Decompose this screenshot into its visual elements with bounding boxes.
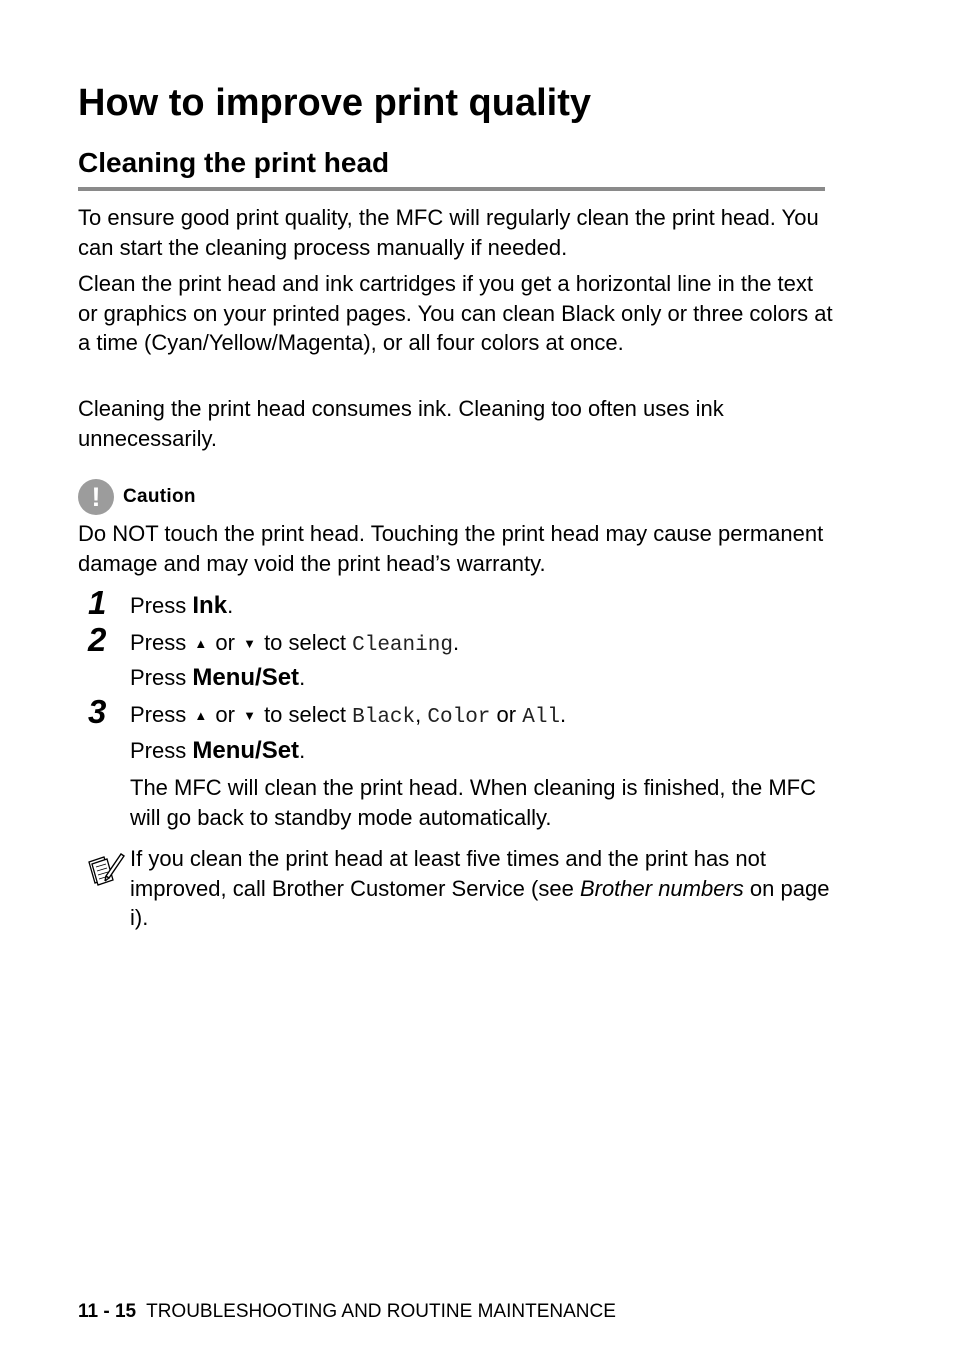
section-rule [78, 187, 825, 191]
step-text: or [496, 702, 517, 727]
punctuation: , [415, 702, 422, 727]
step-3-confirm [130, 736, 305, 765]
note-pencil-icon [84, 850, 126, 892]
punctuation: . [299, 738, 306, 763]
step-number: 2 [88, 621, 107, 658]
up-arrow-icon: ▲ [194, 636, 208, 651]
punctuation: . [452, 630, 460, 655]
caution-icon: ! [78, 479, 114, 515]
step-text: to select [264, 702, 346, 727]
step-text: Press [130, 593, 187, 618]
step-text: or [215, 702, 235, 727]
step-2-confirm [130, 663, 305, 692]
punctuation: . [227, 593, 234, 618]
page-number: 11 - 15 [78, 1301, 137, 1322]
step-1-instruction [130, 591, 233, 620]
ink-usage-paragraph: Cleaning the print head consumes ink. Cleaning too often uses ink unnecessarily. [78, 396, 724, 451]
note-reference: Brother numbers [579, 875, 744, 901]
down-arrow-icon: ▼ [243, 708, 256, 723]
note-pencil-svg [84, 850, 126, 892]
step-text: Press [130, 702, 187, 727]
menu-option: All [522, 706, 561, 729]
key-name: Menu/Set [192, 664, 300, 691]
section-heading: Cleaning the print head [78, 147, 390, 178]
down-arrow-icon: ▼ [243, 636, 256, 651]
menu-option: Black [352, 706, 416, 729]
menu-option: Color [427, 706, 491, 729]
caution-text: Do NOT touch the print head. Touching the print head may cause permanent damage and may void the print head’s warranty. [78, 521, 824, 576]
step-text: to select [264, 630, 346, 655]
punctuation: . [560, 702, 567, 727]
caution-label: Caution [123, 486, 196, 507]
chapter-title: TROUBLESHOOTING AND ROUTINE MAINTENANCE [146, 1301, 616, 1322]
step-text: Press [130, 630, 187, 655]
step-3-instruction [130, 700, 566, 732]
step-text: or [215, 630, 235, 655]
intro-paragraph: To ensure good print quality, the MFC will regularly clean the print head. You can start the cleaning process manually if needed. [78, 205, 819, 260]
note-text-before: If you clean the print head at least five times and the print has not improved, call Brother Customer Service (see [130, 846, 766, 901]
key-name: Menu/Set [192, 737, 300, 764]
step-number: 1 [88, 584, 107, 621]
step-3-result: The MFC will clean the print head. When cleaning is finished, the MFC will go back to standby mode automatically. [130, 775, 816, 830]
step-2-instruction [130, 628, 459, 660]
punctuation: . [299, 665, 306, 690]
note-text-after: on page i). [130, 875, 830, 931]
page-footer [78, 1300, 616, 1324]
caution-header [78, 479, 196, 515]
note-text [130, 844, 830, 933]
cleaning-paragraph: Clean the print head and ink cartridges if you get a horizontal line in the text or graphics on your printed pages. You can clean Black only or three colors at a time (Cyan/Yellow/Magenta), or all four colors at once. [78, 271, 833, 356]
page-title: How to improve print quality [78, 82, 592, 124]
step-text: Press [130, 665, 187, 690]
key-name: Ink [192, 592, 228, 619]
up-arrow-icon: ▲ [194, 708, 208, 723]
menu-option: Cleaning [352, 634, 453, 657]
step-number: 3 [88, 693, 107, 730]
step-text: Press [130, 738, 187, 763]
